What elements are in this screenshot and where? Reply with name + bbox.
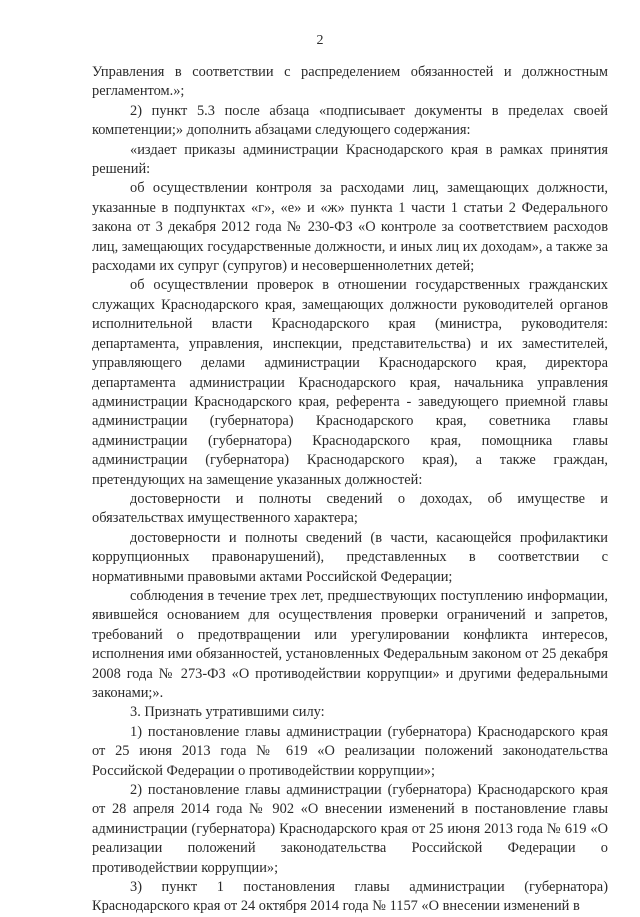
- paragraph-section-3-heading: 3. Признать утратившими силу:: [130, 704, 325, 721]
- document-body: [92, 63, 608, 917]
- paragraph-continuation: Управления в соответствии с распределением обязанностей и должностным регламентом.»;: [92, 64, 608, 100]
- paragraph-income-reliability: достоверности и полноты сведений о доходах, об имуществе и обязательствах имущественного характера;: [92, 490, 608, 527]
- paragraph-repeal-item-2: 2) постановление главы администрации (губернатора) Краснодарского края от 28 апреля 2014 года № 902 «О внесении изменений в постановление главы администрации (губернатора) Краснодарского края от 25 июня 2013 года № 619 «О реализации положений законодательства Российской Федерации о противодействии коррупции»;: [92, 782, 608, 876]
- paragraph-repeal-item-1: 1) постановление главы администрации (губернатора) Краснодарского края от 25 июня 2013 года № 619 «О реализации положений законодательства Российской Федерации о противодействии коррупции»;: [92, 723, 608, 779]
- page-number: 2: [316, 33, 324, 48]
- paragraph-compliance-restrictions: соблюдения в течение трех лет, предшествующих поступлению информации, явившейся основанием для осуществления проверки ограничений и запретов, требований о предотвращении или урегулировании конфликта интересов, исполнения ими обязанностей, установленных Федеральным законом от 25 декабря 2008 года № 273-ФЗ «О противодействии коррупции» и другими федеральными законами;».: [92, 587, 608, 701]
- paragraph-repeal-item-3: 3) пункт 1 постановления главы администрации (губернатора) Краснодарского края от 24 октября 2014 года № 1157 «О внесении изменений в: [92, 879, 608, 915]
- paragraph-item-2-point-5-3: 2) пункт 5.3 после абзаца «подписывает документы в пределах своей компетенции;» дополнить абзацами следующего содержания:: [92, 102, 608, 139]
- paragraph-corruption-info-reliability: достоверности и полноты сведений (в части, касающейся профилактики коррупционных правонарушений), представленных в соответствии с нормативными правовыми актами Российской Федерации;: [92, 529, 608, 585]
- paragraph-inspections: об осуществлении проверок в отношении государственных гражданских служащих Краснодарского края, замещающих должности руководителей органов исполнительной власти Краснодарского края (министра, руководителя: департамента, управления, инспекции, представительства) и их заместителей, управляющего делами администрации Краснодарского края, директора департамента администрации Краснодарского края, начальника управления администрации Краснодарского края, референта - заведующего приемной главы администрации (губернатора) Краснодарского края, советника главы администрации (губернатора) Краснодарского края, помощника главы администрации (губернатора) Краснодарского края), а также граждан, претендующих на замещение указанных должностей:: [92, 277, 608, 488]
- paragraph-expense-control: об осуществлении контроля за расходами лиц, замещающих должности, указанные в подпунктах «г», «е» и «ж» пункта 1 части 1 статьи 2 Федерального закона от 3 декабря 2012 года № 230-ФЗ «О контроле за соответствием расходов лиц, замещающих государственные должности, и иных лиц их доходам», а также за расходами их супруг (супругов) и несовершеннолетних детей;: [92, 180, 608, 275]
- paragraph-issues-orders: «издает приказы администрации Краснодарского края в рамках принятия решений:: [92, 141, 608, 178]
